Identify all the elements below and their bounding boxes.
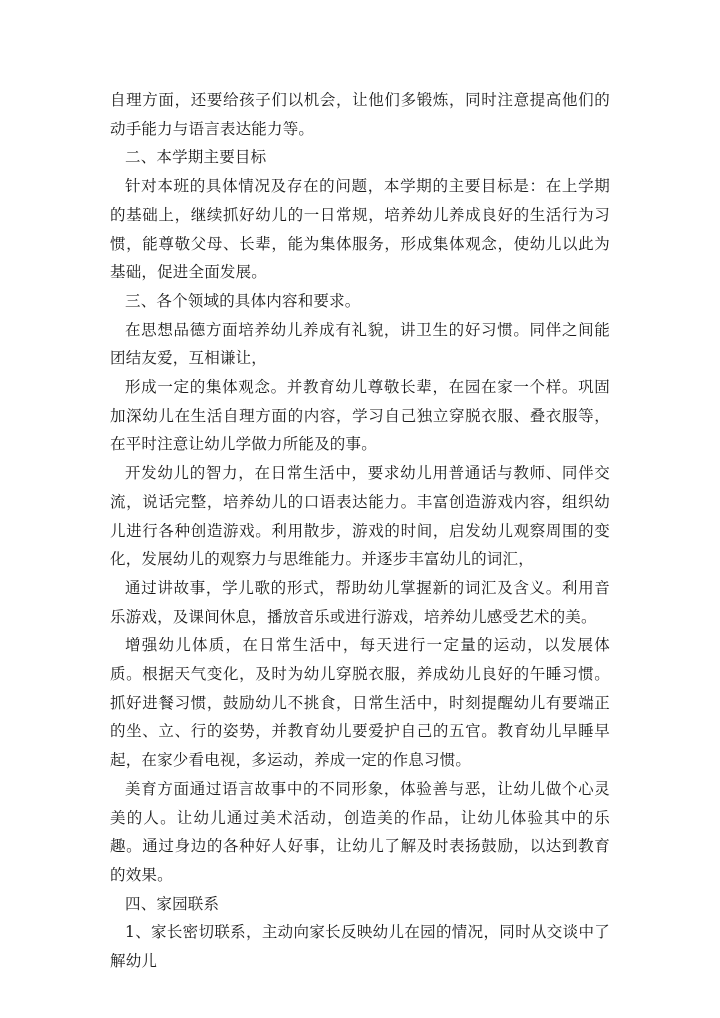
- paragraph: 自理方面，还要给孩子们以机会，让他们多锻炼，同时注意提高他们的动手能力与语言表达能力等。: [110, 91, 610, 138]
- paragraph: 开发幼儿的智力，在日常生活中，要求幼儿用普通话与教师、同伴交流，说话完整，培养幼儿的口语表达能力。丰富创造游戏内容，组织幼儿进行各种创造游戏。利用散步，游戏的时间，启发幼儿观察周围的变化，发展幼儿的观察力与思维能力。并逐步丰富幼儿的词汇，: [110, 464, 610, 569]
- paragraph: 美育方面通过语言故事中的不同形象，体验善与恶，让幼儿做个心灵美的人。让幼儿通过美术活动，创造美的作品，让幼儿体验其中的乐趣。通过身边的各种好人好事，让幼儿了解及时表扬鼓励，以达到教育的效果。: [110, 779, 610, 884]
- paragraph: 形成一定的集体观念。并教育幼儿尊敬长辈，在园在家一个样。巩固加深幼儿在生活自理方面的内容，学习自己独立穿脱衣服、叠衣服等，在平时注意让幼儿学做力所能及的事。: [110, 378, 610, 454]
- section-heading: 四、家园联系: [125, 894, 220, 913]
- paragraph: 增强幼儿体质，在日常生活中，每天进行一定量的运动，以发展体质。根据天气变化，及时为幼儿穿脱衣服，养成幼儿良好的午睡习惯。抓好进餐习惯，鼓励幼儿不挑食，日常生活中，时刻提醒幼儿有要端正的坐、立、行的姿势，并教育幼儿要爱护自己的五官。教育幼儿早睡早起，在家少看电视，多运动，养成一定的作息习惯。: [110, 636, 610, 770]
- paragraph: 通过讲故事，学儿歌的形式，帮助幼儿掌握新的词汇及含义。利用音乐游戏，及课间休息，播放音乐或进行游戏，培养幼儿感受艺术的美。: [110, 578, 610, 626]
- section-heading: 三、各个领域的具体内容和要求。: [125, 291, 361, 310]
- document-body: [110, 86, 610, 976]
- paragraph: 在思想品德方面培养幼儿养成有礼貌，讲卫生的好习惯。同伴之间能团结友爱，互相谦让，: [110, 320, 610, 368]
- section-heading: 二、本学期主要目标: [125, 148, 267, 167]
- paragraph: 1、家长密切联系，主动向家长反映幼儿在园的情况，同时从交谈中了解幼儿: [110, 923, 610, 971]
- paragraph: 针对本班的具体情况及存在的问题，本学期的主要目标是：在上学期的基础上，继续抓好幼儿的一日常规，培养幼儿养成良好的生活行为习惯，能尊敬父母、长辈，能为集体服务，形成集体观念，使幼儿以此为基础，促进全面发展。: [110, 177, 610, 282]
